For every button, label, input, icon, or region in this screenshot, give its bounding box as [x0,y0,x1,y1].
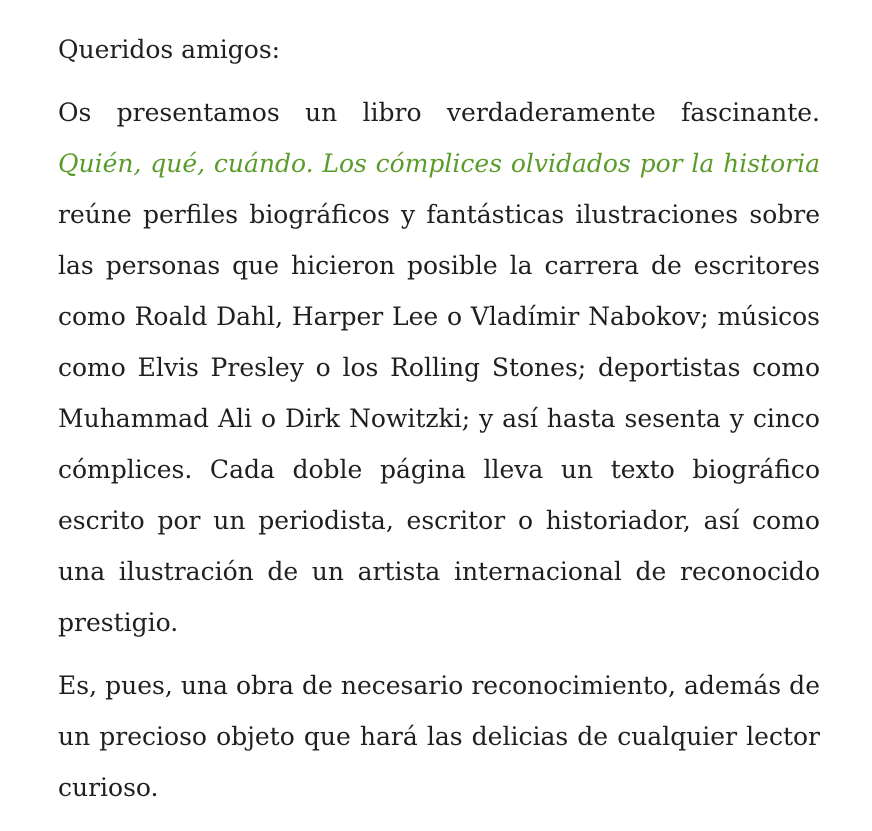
salutation: Queridos amigos: [58,35,281,64]
paragraph-intro-body: reúne perfiles biográficos y fantásticas ilustraciones sobre las personas que hicieron posible la carrera de escritores como Roald Dahl, Harper Lee o Vladímir Nabokov; músicos como Elvis Presley o los Rolling Stones; deportistas como Muhammad Ali o Dirk Nowitzki; y así hasta sesenta y cinco cómplices. Cada doble página lleva un texto biográfico escrito por un periodista, escritor o historiador, así como una ilustración de un artista internacional de reconocido prestigio. [58,200,820,637]
letter-body [58,24,820,813]
paragraph-closing: Es, pues, una obra de necesario reconocimiento, además de un precioso objeto que hará las delicias de cualquier lector curioso. [58,671,820,802]
book-title: Quién, qué, cuándo. Los cómplices olvidados por la historia [58,149,820,178]
intro-sentence: Os presentamos un libro verdaderamente fascinante. [58,98,820,127]
paragraph-intro [58,87,820,648]
